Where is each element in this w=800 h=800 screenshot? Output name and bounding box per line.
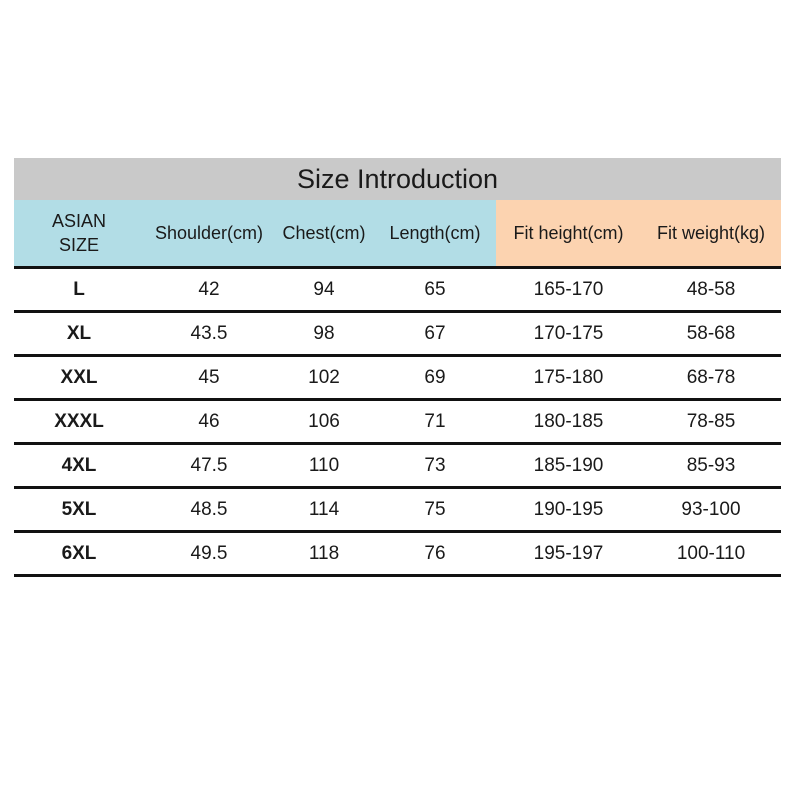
fit-height-cell: 195-197 (533, 542, 604, 564)
shoulder-cell: 49.5 (190, 542, 228, 564)
table-row (14, 401, 781, 445)
header-asian-size (14, 200, 144, 266)
chest-cell: 114 (308, 498, 340, 520)
length-cell: 67 (424, 322, 446, 344)
size-cell: L (73, 278, 85, 300)
table-row (14, 489, 781, 533)
header-chest: Chest(cm) (274, 200, 374, 266)
table-row (14, 533, 781, 577)
fit-weight-cell: 85-93 (686, 454, 736, 476)
fit-weight-cell: 93-100 (681, 498, 741, 520)
length-cell: 71 (424, 410, 446, 432)
fit-height-cell: 170-175 (533, 322, 604, 344)
shoulder-cell: 43.5 (190, 322, 228, 344)
chest-cell: 118 (308, 542, 340, 564)
fit-height-cell: 180-185 (533, 410, 604, 432)
header-row (14, 200, 781, 269)
shoulder-cell: 48.5 (190, 498, 228, 520)
size-cell: XXL (60, 366, 98, 388)
table-row (14, 445, 781, 489)
header-asian-size-line2: SIZE (58, 235, 99, 255)
fit-height-cell: 165-170 (533, 278, 604, 300)
table-row (14, 313, 781, 357)
header-asian-size-line1: ASIAN (51, 210, 107, 231)
size-chart-table (14, 158, 781, 577)
header-length: Length(cm) (374, 200, 496, 266)
length-cell: 75 (424, 498, 446, 520)
size-cell: XL (66, 322, 92, 344)
size-cell: 6XL (61, 542, 97, 564)
table-row (14, 269, 781, 313)
size-cell: 5XL (61, 498, 97, 520)
fit-height-cell: 185-190 (533, 454, 604, 476)
shoulder-cell: 42 (198, 278, 220, 300)
fit-weight-cell: 100-110 (676, 542, 746, 564)
table-row (14, 357, 781, 401)
length-cell: 65 (424, 278, 446, 300)
chest-cell: 102 (308, 366, 340, 388)
fit-height-cell: 190-195 (533, 498, 604, 520)
fit-weight-cell: 58-68 (686, 322, 736, 344)
chest-cell: 106 (308, 410, 340, 432)
shoulder-cell: 45 (198, 366, 220, 388)
size-cell: 4XL (61, 454, 97, 476)
header-shoulder: Shoulder(cm) (144, 200, 274, 266)
header-fit-height: Fit height(cm) (496, 200, 641, 266)
size-cell: XXXL (54, 410, 104, 432)
header-fit-weight: Fit weight(kg) (641, 200, 781, 266)
fit-weight-cell: 48-58 (686, 278, 736, 300)
length-cell: 76 (424, 542, 446, 564)
chest-cell: 110 (308, 454, 340, 476)
fit-weight-cell: 78-85 (686, 410, 736, 432)
length-cell: 69 (424, 366, 446, 388)
shoulder-cell: 46 (198, 410, 220, 432)
fit-height-cell: 175-180 (533, 366, 604, 388)
length-cell: 73 (424, 454, 446, 476)
chest-cell: 94 (313, 278, 335, 300)
fit-weight-cell: 68-78 (686, 366, 736, 388)
chest-cell: 98 (313, 322, 335, 344)
table-title: Size Introduction (14, 158, 781, 200)
shoulder-cell: 47.5 (190, 454, 228, 476)
